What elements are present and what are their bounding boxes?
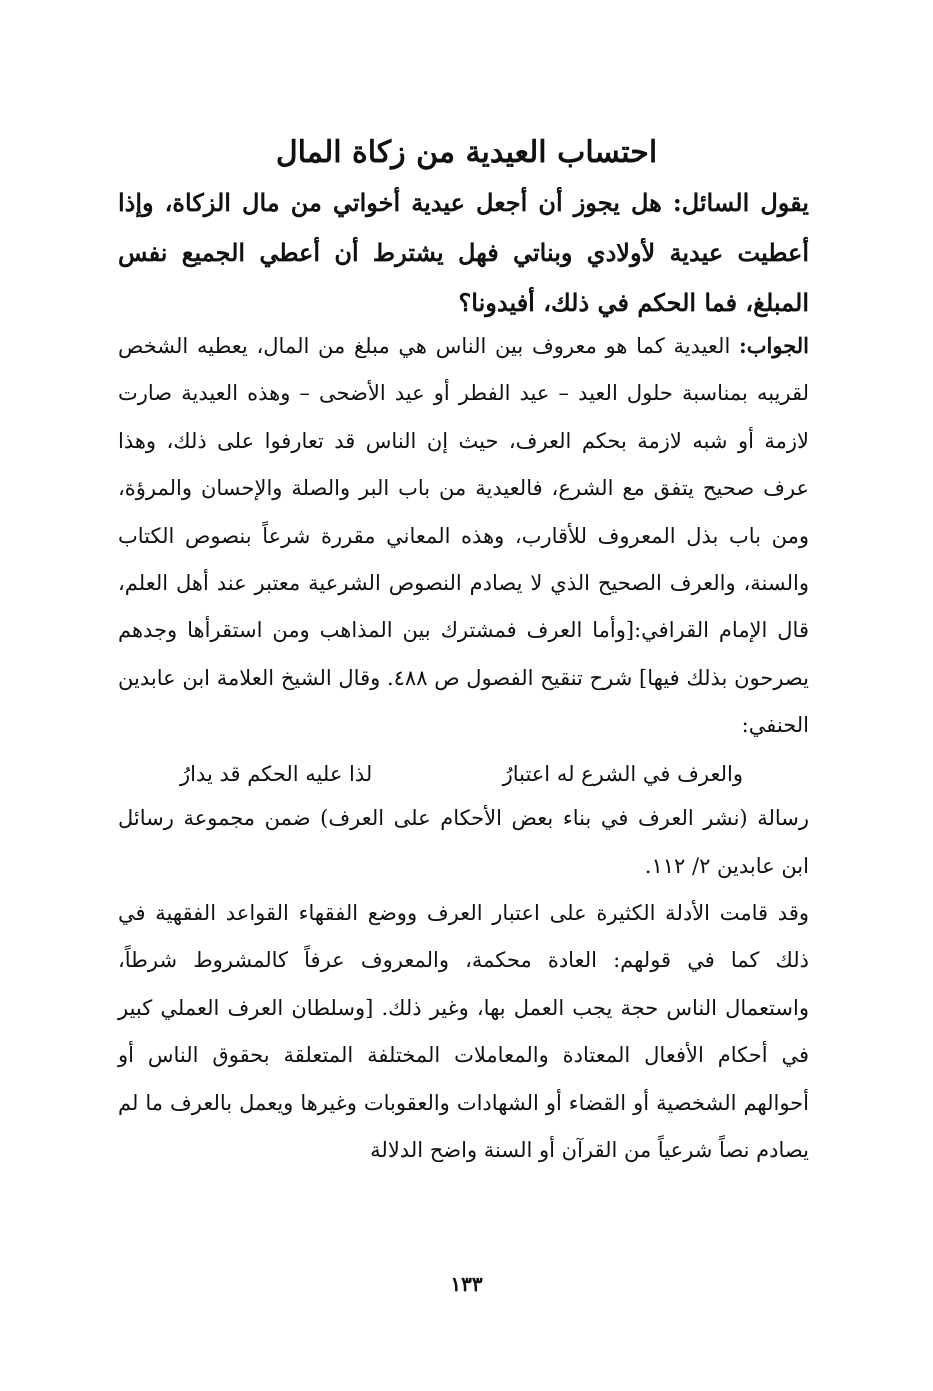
page-title: احتساب العيدية من زكاة المال: [275, 135, 658, 170]
answer-text: العيدية كما هو معروف بين الناس هي مبلغ من المال، يعطيه الشخص لقريبه بمناسبة حلول العيد – عيد الفطر أو عيد الأضحى – وهذه العيدية صارت لازمة أو شبه لازمة بحكم العرف، حيث إن الناس قد تعارفوا على ذلك، وهذا عرف صحيح يتفق مع الشرع، فالعيدية من باب البر والصلة والإحسان والمرؤة، ومن باب بذل المعروف للأقارب، وهذه المعاني مقررة شرعاً بنصوص الكتاب والسنة، والعرف الصحيح الذي لا يصادم النصوص الشرعية معتبر عند أهل العلم، قال الإمام القرافي:[وأما العرف فمشترك بين المذاهب ومن استقرأها وجدهم يصرحون بذلك فيها] شرح تنقيح الفصول ص ٤٨٨. وقال الشيخ العلامة ابن عابدين الحنفي:: [118, 334, 809, 738]
poetry-verse: [180, 750, 743, 798]
verse-first-hemistich: والعرف في الشرع له اعتبارُ: [502, 762, 743, 786]
verse-second-hemistich: لذا عليه الحكم قد يدارُ: [180, 762, 373, 786]
question-paragraph: [118, 178, 809, 328]
body-paragraph: وقد قامت الأدلة الكثيرة على اعتبار العرف ووضع الفقهاء القواعد الفقهية في ذلك كما في قولهم: العادة محكمة، والمعروف عرفاً كالمشروط شرطاً، واستعمال الناس حجة يجب العمل بها، وغير ذلك. [وسلطان العرف العملي كبير في أحكام الأفعال المعتادة والمعاملات المختلفة المتعلقة بحقوق الناس أو أحوالهم الشخصية أو القضاء أو الشهادات والعقوبات وغيرها ويعمل بالعرف ما لم يصادم نصاً شرعياً من القرآن أو السنة واضح الدلالة: [118, 901, 809, 1163]
question-lead: يقول السائل:: [672, 188, 809, 217]
page-number: ١٣٣: [450, 1272, 483, 1296]
answer-paragraph: [118, 322, 809, 750]
question-text: هل يجوز أن أجعل عيدية أخواتي من مال الزكاة، وإذا أعطيت عيدية لأولادي وبناتي فهل يشترط أن أعطي الجميع نفس المبلغ، فما الحكم في ذلك، أفيدونا؟: [118, 188, 809, 317]
answer-lead: الجواب:: [739, 333, 809, 358]
citation-paragraph: رسالة (نشر العرف في بناء بعض الأحكام على العرف) ضمن مجموعة رسائل ابن عابدين ٢/ ١١٢.: [118, 806, 809, 878]
